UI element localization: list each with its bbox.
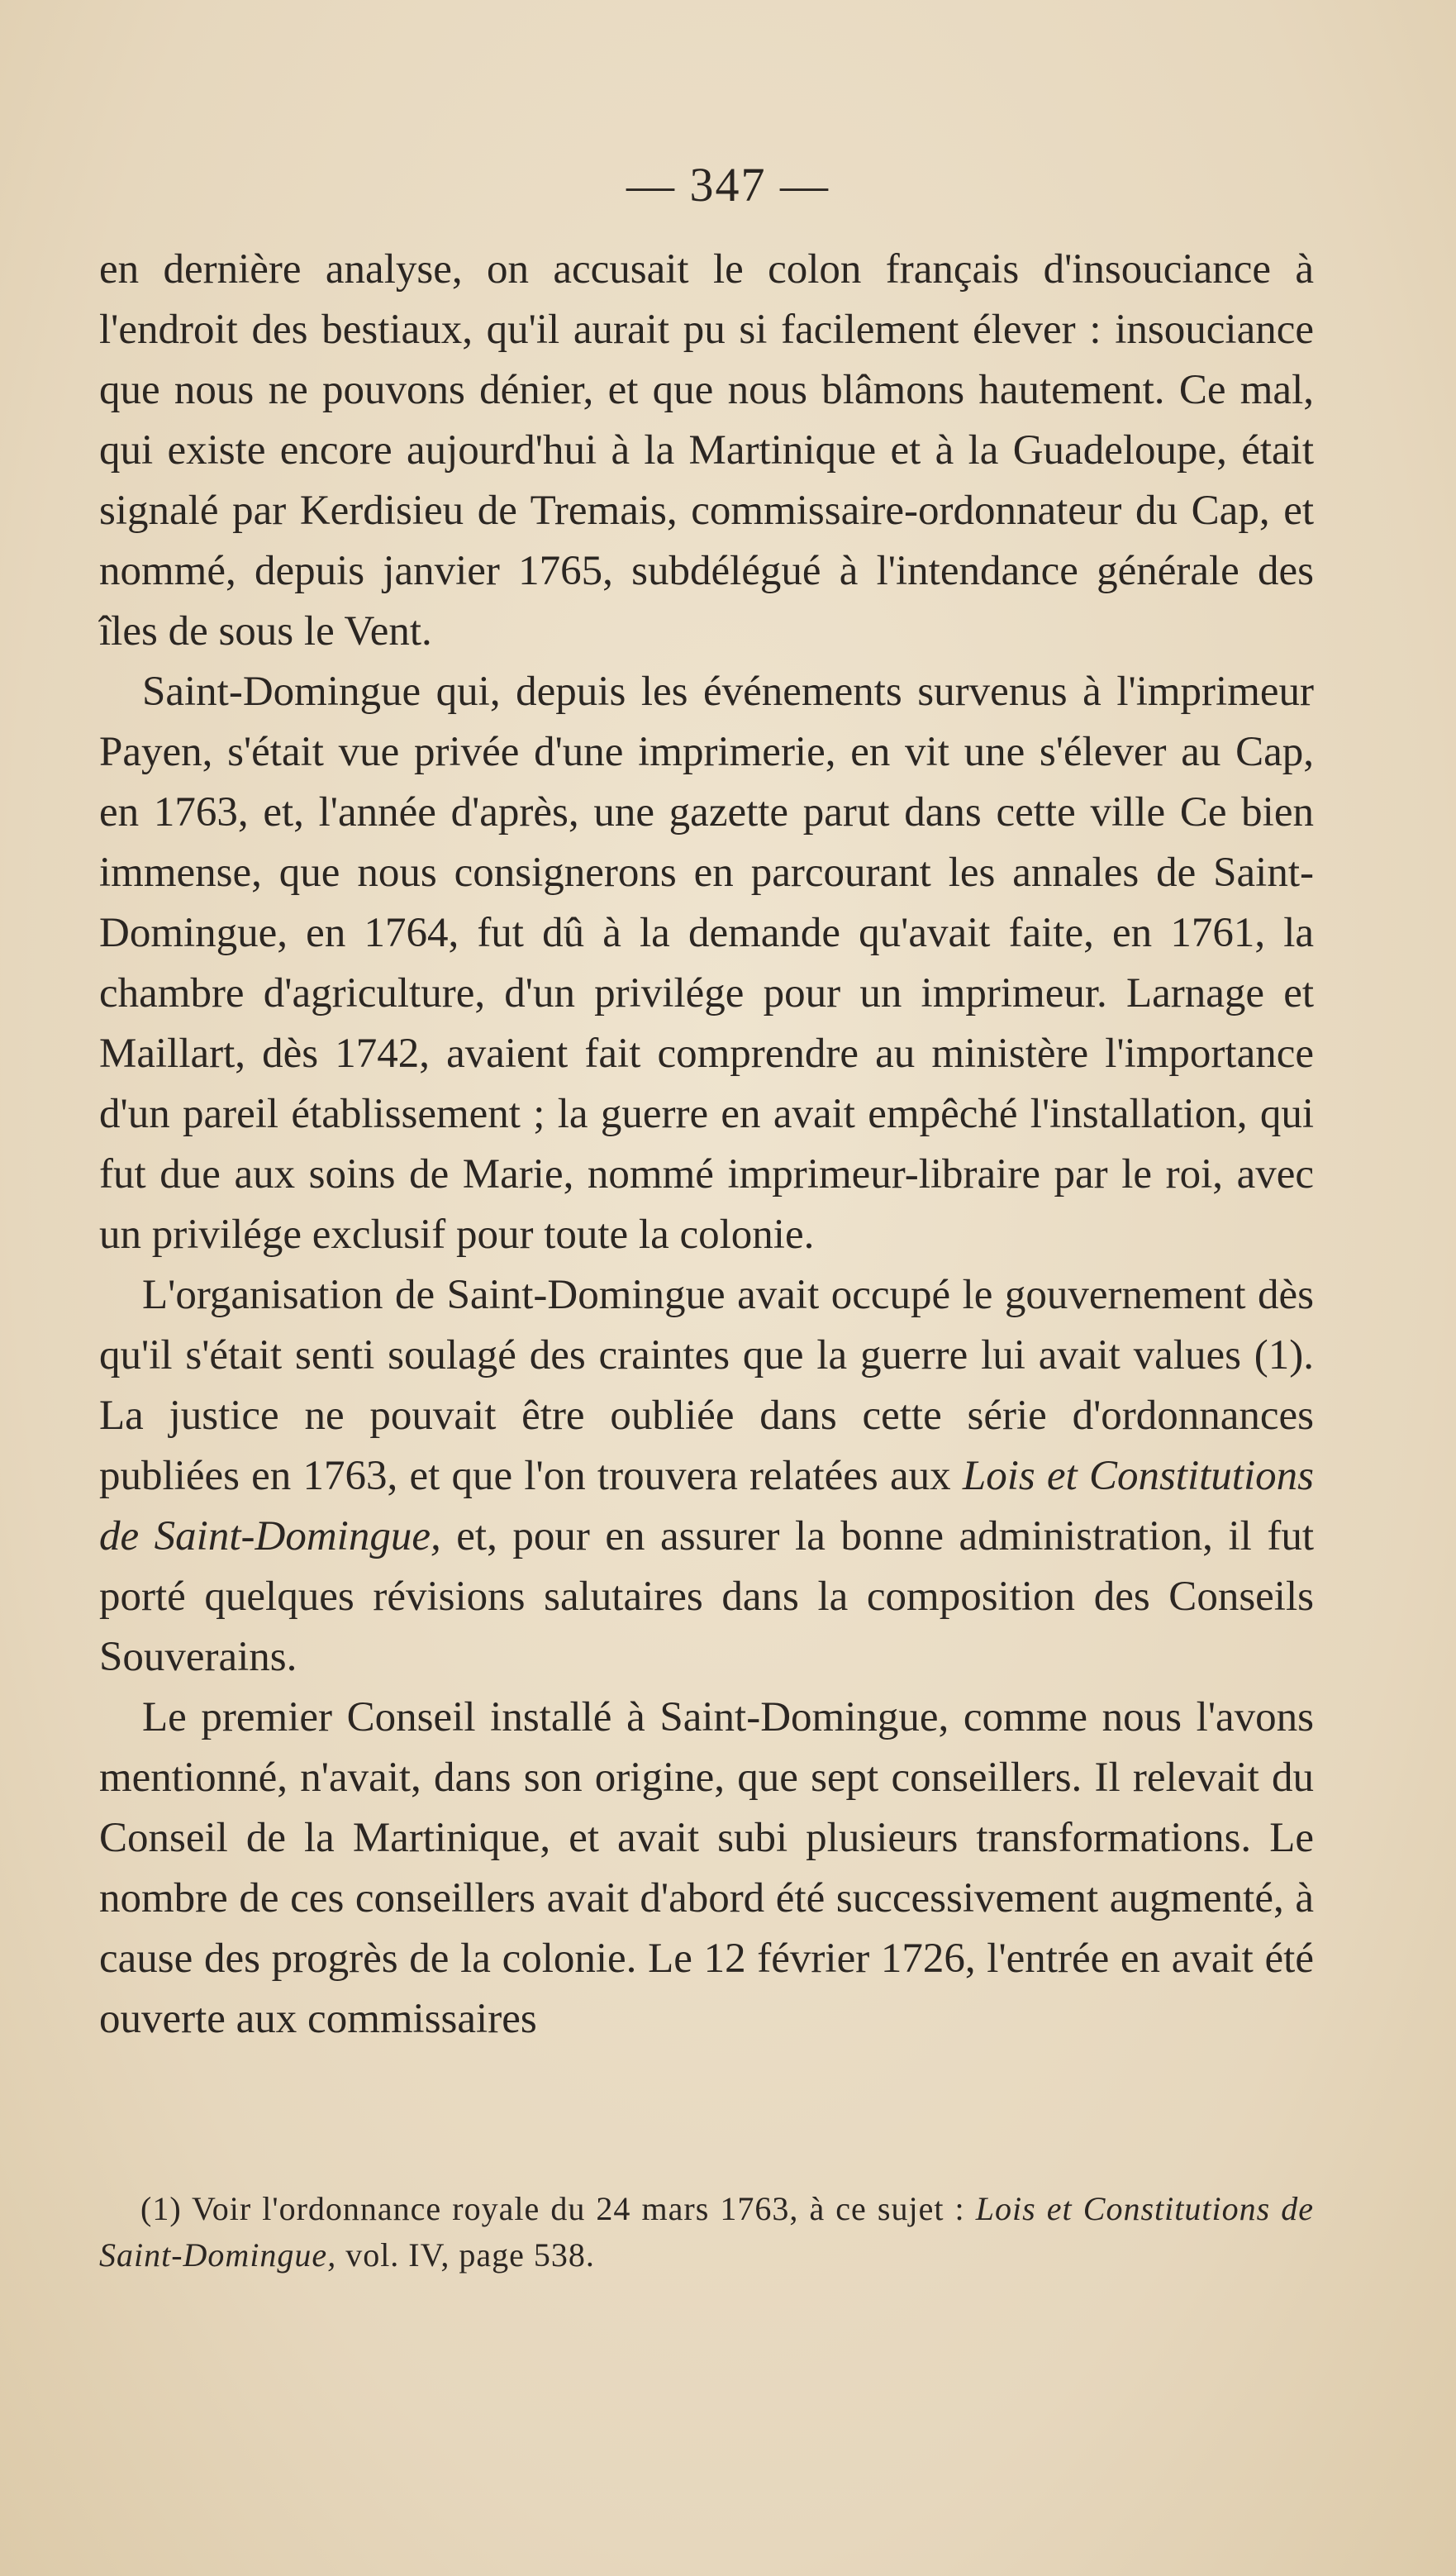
main-text [99,240,1314,2050]
footnote-reference: (1). [1254,1332,1314,1378]
paragraph-3-text-b: La justice ne pouvait être oubliée dans cette série d'ordonnances publiées en 1763, et que l'on trouvera relatées aux [99,1393,1314,1499]
paragraph-3 [99,1265,1314,1688]
footnote-text-b: vol. IV, page 538. [345,2236,595,2274]
paragraph-2: Saint-Domingue qui, depuis les événements survenus à l'imprimeur Payen, s'était vue privée d'une imprimerie, en vit une s'élever au Cap, en 1763, et, l'année d'après, une gazette parut dans cette ville Ce bien immense, que nous consignerons en parcourant les annales de Saint-Domingue, en 1764, fut dû à la demande qu'avait faite, en 1761, la chambre d'agriculture, d'un privilége pour un imprimeur. Larnage et Maillart, dès 1742, avaient fait comprendre au ministère l'importance d'un pareil établissement ; la guerre en avait empêché l'installation, qui fut due aux soins de Marie, nommé imprimeur-libraire par le roi, avec un privilége exclusif pour toute la colonie. [99,669,1314,1258]
footnote-cited-title: Lois et Constitutions de Saint-Domingue, [99,2190,1314,2274]
paragraph-3-text-a: L'organisation de Saint-Domingue avait occupé le gouvernement dès qu'il s'était senti soulagé des craintes que la guerre lui avait values [99,1272,1314,1378]
cited-work-title: Lois et Constitutions de Saint-Domingue, [99,1453,1314,1559]
footnote-text [99,2186,1314,2278]
paragraph-4: Le premier Conseil installé à Saint-Domingue, comme nous l'avons mentionné, n'avait, dans son origine, que sept conseillers. Il relevait du Conseil de la Martinique, et avait subi plusieurs transformations. Le nombre de ces conseillers avait d'abord été successivement augmenté, à cause des progrès de la colonie. Le 12 février 1726, l'entrée en avait été ouverte aux commissaires [99,1694,1314,2042]
footnote [99,2186,1314,2278]
paragraph-3-text-c: et, pour en assurer la bonne administration, il fut porté quelques révisions salutaires dans la composition des Conseils Souverains. [99,1513,1314,1680]
footnote-text-a: (1) Voir l'ordonnance royale du 24 mars 1763, à ce sujet : [140,2190,965,2227]
page-number: — 347 — [626,158,830,212]
paragraph-1: en dernière analyse, on accusait le colon français d'insouciance à l'endroit des bestiaux, qu'il aurait pu si facilement élever : insouciance que nous ne pouvons dénier, et que nous blâmons hautement. Ce mal, qui existe encore aujourd'hui à la Martinique et à la Guadeloupe, était signalé par Kerdisieu de Tremais, commissaire-ordonnateur du Cap, et nommé, depuis janvier 1765, subdélégué à l'intendance générale des îles de sous le Vent. [99,246,1314,655]
